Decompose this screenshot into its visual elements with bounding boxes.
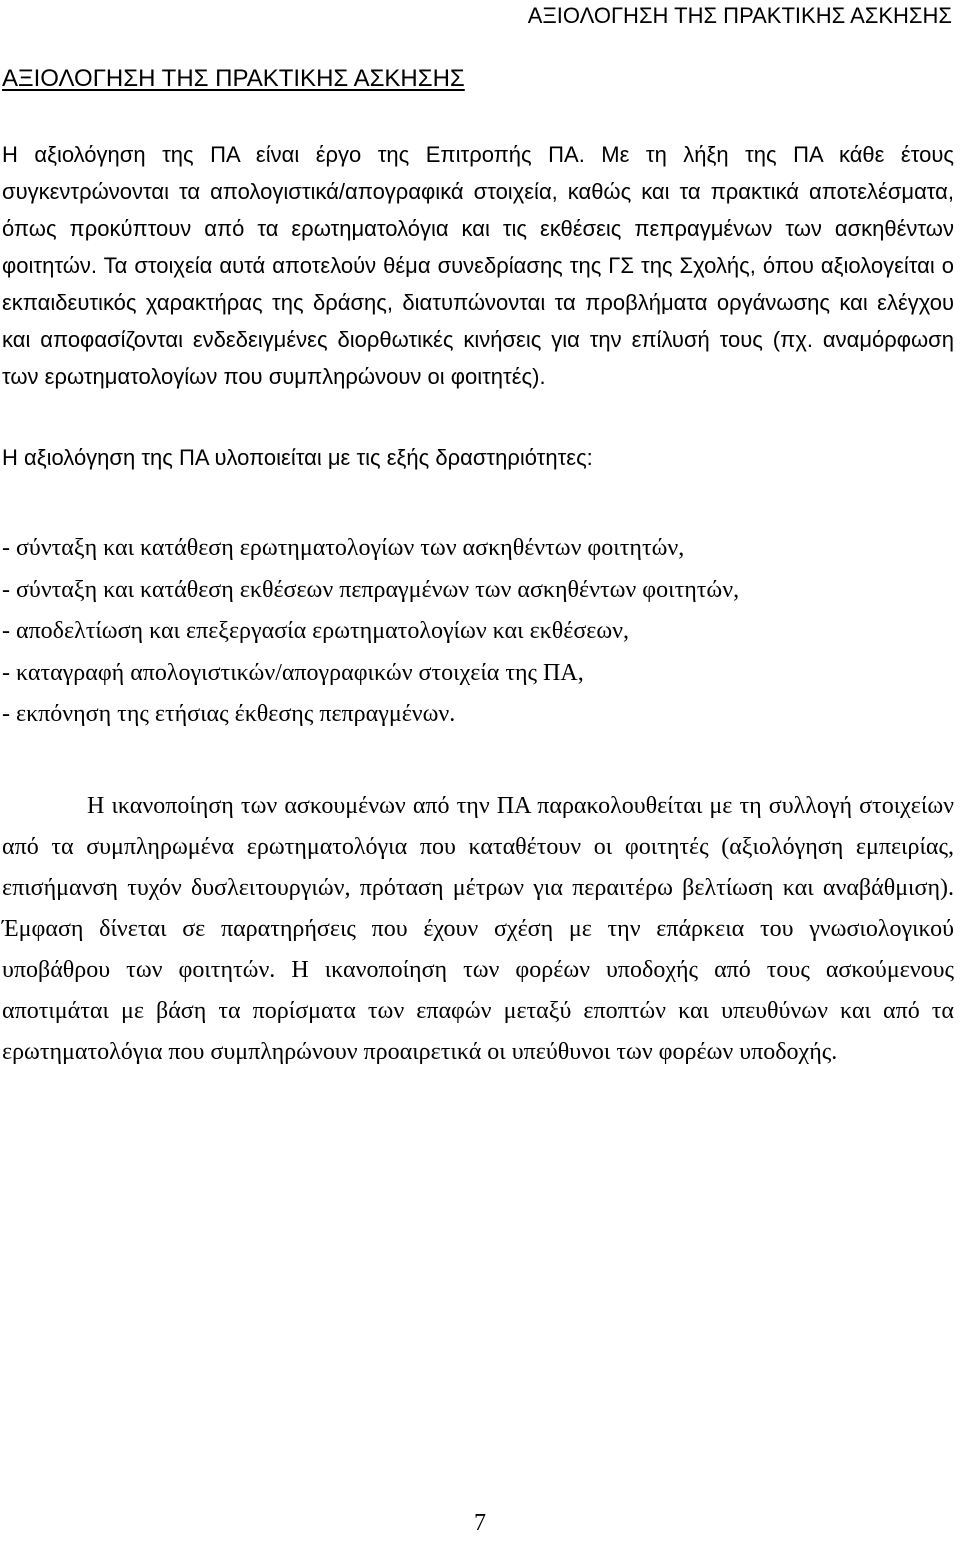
list-item: - εκπόνηση της ετήσιας έκθεσης πεπραγμένων.	[2, 701, 456, 727]
section-title: ΑΞΙΟΛΟΓΗΣΗ ΤΗΣ ΠΡΑΚΤΙΚΗΣ ΑΣΚΗΣΗΣ	[2, 65, 465, 92]
satisfaction-paragraph: Η ικανοποίηση των ασκουμένων από την ΠΑ παρακολουθείται με τη συλλογή στοιχείων από τα συμπληρωμένα ερωτηματολόγια που καταθέτουν οι φοιτητές (αξιολόγηση εμπειρίας, επισήμανση τυχόν δυσλειτουργιών, πρόταση μέτρων για περαιτέρω βελτίωση και αναβάθμιση). Έμφαση δίνεται σε παρατηρήσεις που έχουν σχέση με την επάρκεια του γνωσιολογικού υποβάθρου των φοιτητών. Η ικανοποίηση των φορέων υποδοχής από τους ασκούμενους αποτιμάται με βάση τα πορίσματα των επαφών μεταξύ εποπτών και υπευθύνων και από τα ερωτηματολόγια που συμπληρώνουν προαιρετικά οι υπεύθυνοι των φορέων υποδοχής.	[2, 793, 954, 1065]
list-item: - αποδελτίωση και επεξεργασία ερωτηματολογίων και εκθέσεων,	[2, 618, 629, 644]
intro-paragraph: Η αξιολόγηση της ΠΑ είναι έργο της Επιτροπής ΠΑ. Με τη λήξη της ΠΑ κάθε έτους συγκεντρώνονται τα απολογιστικά/απογραφικά στοιχεία, καθώς και τα πρακτικά αποτελέσματα, όπως προκύπτουν από τα ερωτηματολόγια και τις εκθέσεις πεπραγμένων των ασκηθέντων φοιτητών. Τα στοιχεία αυτά αποτελούν θέμα συνεδρίασης της ΓΣ της Σχολής, όπου αξιολογείται ο εκπαιδευτικός χαρακτήρας της δράσης, διατυπώνονται τα προβλήματα οργάνωσης και ελέγχου και αποφασίζονται ενδεδειγμένες διορθωτικές κινήσεις για την επίλυσή τους (πχ. αναμόρφωση των ερωτηματολογίων που συμπληρώνουν οι φοιτητές).	[2, 142, 954, 389]
page-number: 7	[474, 1510, 486, 1536]
activities-intro-paragraph: Η αξιολόγηση της ΠΑ υλοποιείται με τις εξής δραστηριότητες:	[2, 445, 593, 470]
activities-list	[2, 528, 954, 736]
list-item: - σύνταξη και κατάθεση ερωτηματολογίων των ασκηθέντων φοιτητών,	[2, 535, 685, 561]
running-header: ΑΞΙΟΛΟΓΗΣΗ ΤΗΣ ΠΡΑΚΤΙΚΗΣ ΑΣΚΗΣΗΣ	[527, 3, 952, 28]
list-item: - καταγραφή απολογιστικών/απογραφικών στοιχεία της ΠΑ,	[2, 659, 584, 686]
list-item: - σύνταξη και κατάθεση εκθέσεων πεπραγμένων των ασκηθέντων φοιτητών,	[2, 576, 740, 603]
